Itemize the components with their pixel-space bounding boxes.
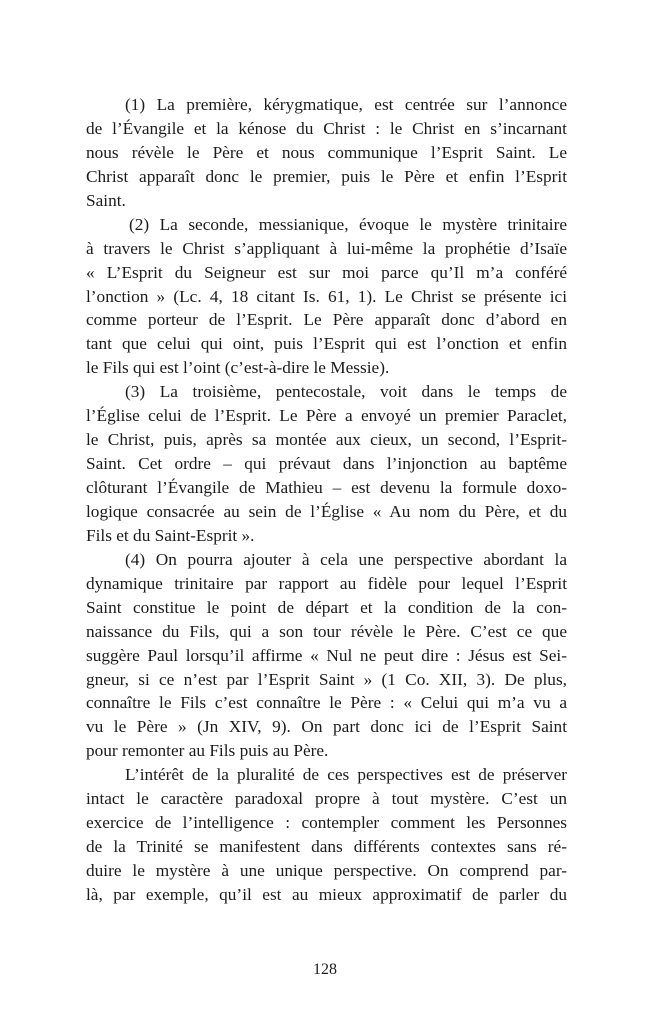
text-line: naissance du Fils, qui a son tour révèle le Père. C’est ce que	[86, 621, 567, 641]
text-line: (4) On pourra ajouter à cela une perspective abordant la	[125, 549, 567, 569]
page-number: 128	[313, 961, 337, 978]
text-line: Saint constitue le point de départ et la condition de la con-	[86, 597, 567, 617]
text-line: (2) La seconde, messianique, évoque le mystère trinitaire	[129, 214, 567, 234]
text-line: à travers le Christ s’appliquant à lui-même la prophétie d’Isaïe	[86, 238, 567, 258]
text-line: Fils et du Saint-Esprit ».	[86, 525, 255, 545]
text-line: l’Église celui de l’Esprit. Le Père a envoyé un premier Paraclet,	[86, 406, 567, 426]
text-line: « L’Esprit du Seigneur est sur moi parce qu’Il m’a conféré	[86, 262, 567, 282]
text-line: le Fils qui est l’oint (c’est-à-dire le Messie).	[86, 358, 390, 378]
body-text	[86, 93, 567, 907]
text-line: le Christ, puis, après sa montée aux cieux, un second, l’Esprit-	[86, 430, 567, 450]
text-line: (1) La première, kérygmatique, est centrée sur l’annonce	[125, 95, 567, 114]
text-line: suggère Paul lorsqu’il affirme « Nul ne peut dire : Jésus est Sei-	[86, 645, 567, 665]
text-line: Saint.	[86, 190, 126, 210]
text-line: Saint. Cet ordre – qui prévaut dans l’injonction au baptême	[86, 454, 567, 474]
text-line: vu le Père » (Jn XIV, 9). On part donc ici de l’Esprit Saint	[86, 717, 567, 737]
text-line: pour remonter au Fils puis au Père.	[86, 741, 329, 761]
text-line: gneur, si ce n’est par l’Esprit Saint » (1 Co. XII, 3). De plus,	[86, 669, 567, 689]
text-line: duire le mystère à une unique perspective. On comprend par-	[86, 861, 567, 880]
text-line: clôturant l’Évangile de Mathieu – est devenu la formule doxo-	[86, 478, 567, 497]
text-line: exercice de l’intelligence : contempler comment les Personnes	[86, 813, 567, 833]
text-line: tant que celui qui oint, puis l’Esprit qui est l’onction et enfin	[86, 334, 567, 354]
text-line: l’onction » (Lc. 4, 18 citant Is. 61, 1). Le Christ se présente ici	[86, 286, 567, 306]
text-line: de la Trinité se manifestent dans différents contextes sans ré-	[86, 837, 567, 857]
text-line: là, par exemple, qu’il est au mieux approximatif de parler du	[86, 884, 567, 904]
text-line: intact le caractère paradoxal propre à tout mystère. C’est un	[86, 789, 567, 809]
text-line: nous révèle le Père et nous communique l’Esprit Saint. Le	[86, 142, 567, 162]
text-line: de l’Évangile et la kénose du Christ : le Christ en s’incarnant	[86, 118, 567, 138]
text-line: L’intérêt de la pluralité de ces perspectives est de préserver	[125, 765, 567, 785]
text-line: (3) La troisième, pentecostale, voit dans le temps de	[125, 382, 567, 402]
text-line: dynamique trinitaire par rapport au fidèle pour lequel l’Esprit	[86, 573, 567, 593]
text-line: comme porteur de l’Esprit. Le Père apparaît donc d’abord en	[86, 310, 567, 330]
text-line: Christ apparaît donc le premier, puis le Père et enfin l’Esprit	[86, 166, 567, 186]
text-line: logique consacrée au sein de l’Église « Au nom du Père, et du	[86, 501, 567, 521]
text-line: connaître le Fils c’est connaître le Père : « Celui qui m’a vu a	[86, 693, 567, 713]
